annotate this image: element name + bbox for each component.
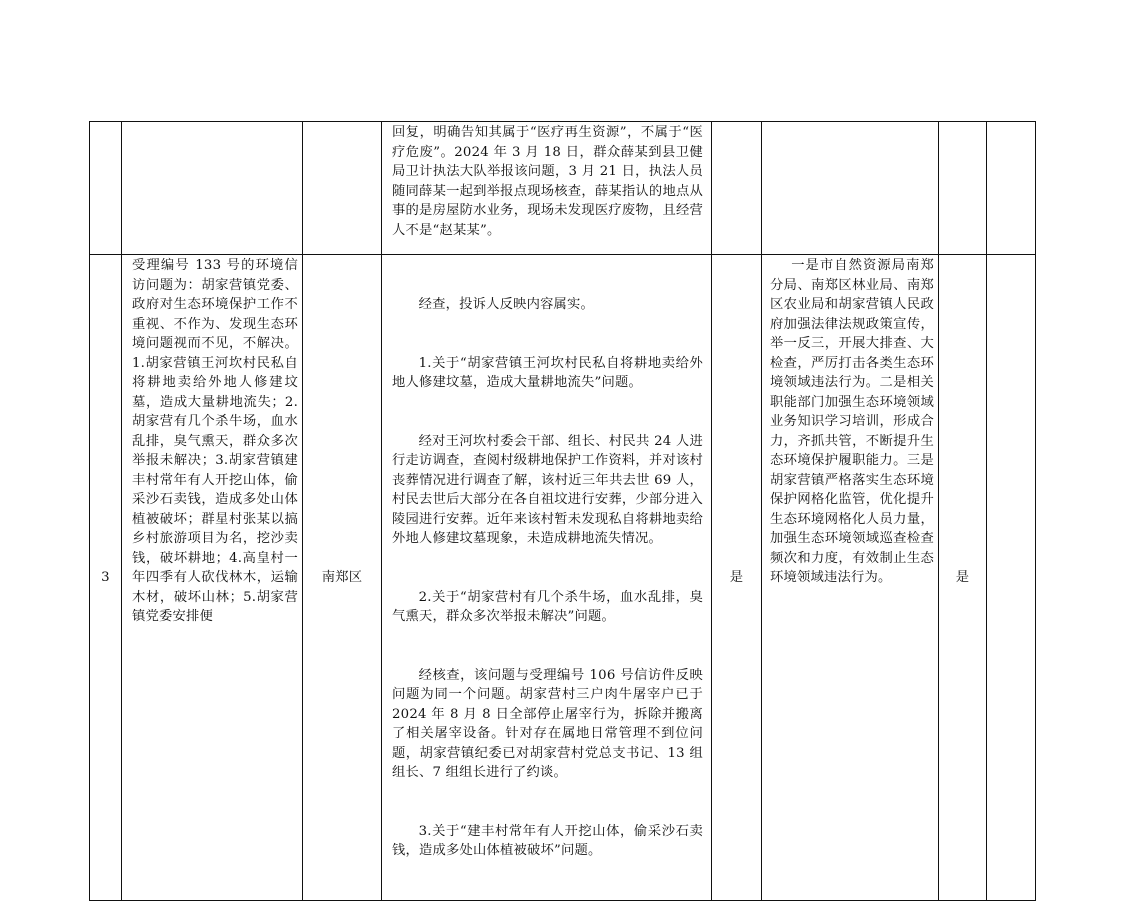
row-number-cell	[90, 255, 122, 901]
district-name: 南郑区	[321, 569, 363, 585]
result-cell	[382, 122, 712, 255]
completed-cell	[939, 255, 987, 901]
table-row	[90, 122, 1036, 255]
complaint-cell	[122, 255, 303, 901]
verified-cell	[712, 122, 762, 255]
result-paragraph: 3.关于“建丰村常年有人开挖山体，偷采沙石卖钱，造成多处山体植被破坏”问题。	[392, 823, 703, 858]
rectification-text: 一是市自然资源局南郑分局、南郑区林业局、南郑区农业局和胡家营镇人民政府加强法律法规政策宣传，举一反三，开展大排查、大检查，严厉打击各类生态环境领域违法行为。二是相关职能部门加强生态环境领域业务知识学习培训，形成合力，齐抓共管，不断提升生态环境保护履职能力。三是胡家营镇严格落实生态环境保护网格化监管，优化提升生态环境网格化人员力量，加强生态环境领域巡查检查频次和力度，有效制止生态环境领域违法行为。	[770, 258, 934, 585]
complaint-table	[89, 121, 1036, 901]
complaint-text: 受理编号 133 号的环境信访问题为：胡家营镇党委、政府对生态环境保护工作不重视、不作为、发现生态环境问题视而不见，不解决。1.胡家营镇王河坎村民私自将耕地卖给外地人修建坟墓，造成大量耕地流失；2.胡家营有几个杀牛场，血水乱排，臭气熏天，群众多次举报未解决；3.胡家营镇建丰村常年有人开挖山体，偷采沙石卖钱，造成多处山体植被破坏；群星村张某以搞乡村旅游项目为名，挖沙卖钱，破坏耕地；4.高皇村一年四季有人砍伐林木，运输木材，破坏山林；5.胡家营镇党委安排便	[132, 258, 298, 624]
result-paragraph: 2.关于“胡家营村有几个杀牛场，血水乱排，臭气熏天，群众多次举报未解决”问题。	[392, 589, 703, 624]
result-paragraph: 1.关于“胡家营镇王河坎村民私自将耕地卖给外地人修建坟墓，造成大量耕地流失”问题。	[392, 355, 703, 390]
completed-value: 是	[955, 569, 970, 585]
district-cell	[303, 122, 382, 255]
complaint-cell	[122, 122, 303, 255]
note-cell	[987, 122, 1036, 255]
table-row	[90, 255, 1036, 901]
rectification-cell	[762, 255, 939, 901]
result-paragraph: 经对王河坎村委会干部、组长、村民共 24 人进行走访调查，查阅村级耕地保护工作资料，并对该村丧葬情况进行调查了解，该村近三年共去世 69 人，村民去世后大部分在各自祖坟进行安葬，少部分进入陵园进行安葬。近年来该村暂未发现私自将耕地卖给外地人修建坟墓现象，未造成耕地流失情况。	[392, 433, 703, 546]
district-cell	[303, 255, 382, 901]
row-number: 3	[101, 569, 110, 585]
verified-value: 是	[729, 569, 744, 585]
completed-cell	[939, 122, 987, 255]
rectification-cell	[762, 122, 939, 255]
result-paragraph: 经核查，该问题与受理编号 106 号信访件反映问题为同一个问题。胡家营村三户肉牛屠宰户已于 2024 年 8 月 8 日全部停止屠宰行为，拆除并搬离了相关屠宰设备。针对存在属地日常管理不到位问题，胡家营镇纪委已对胡家营村党总支书记、13 组组长、7 组组长进行了约谈。	[392, 667, 708, 780]
verified-cell	[712, 255, 762, 901]
row-number-cell	[90, 122, 122, 255]
result-paragraph: 经查，投诉人反映内容属实。	[418, 297, 595, 312]
note-cell	[987, 255, 1036, 901]
result-cell	[382, 255, 712, 901]
result-text	[382, 255, 711, 900]
result-text: 回复，明确告知其属于“医疗再生资源”，不属于“医疗危废”。2024 年 3 月 18 日，群众薛某到县卫健局卫计执法大队举报该问题，3 月 21 日，执法人员随同薛某一起到举报点现场核查，薛某指认的地点从事的是房屋防水业务，现场未发现医疗废物，且经营人不是“赵某某”。	[392, 125, 703, 238]
